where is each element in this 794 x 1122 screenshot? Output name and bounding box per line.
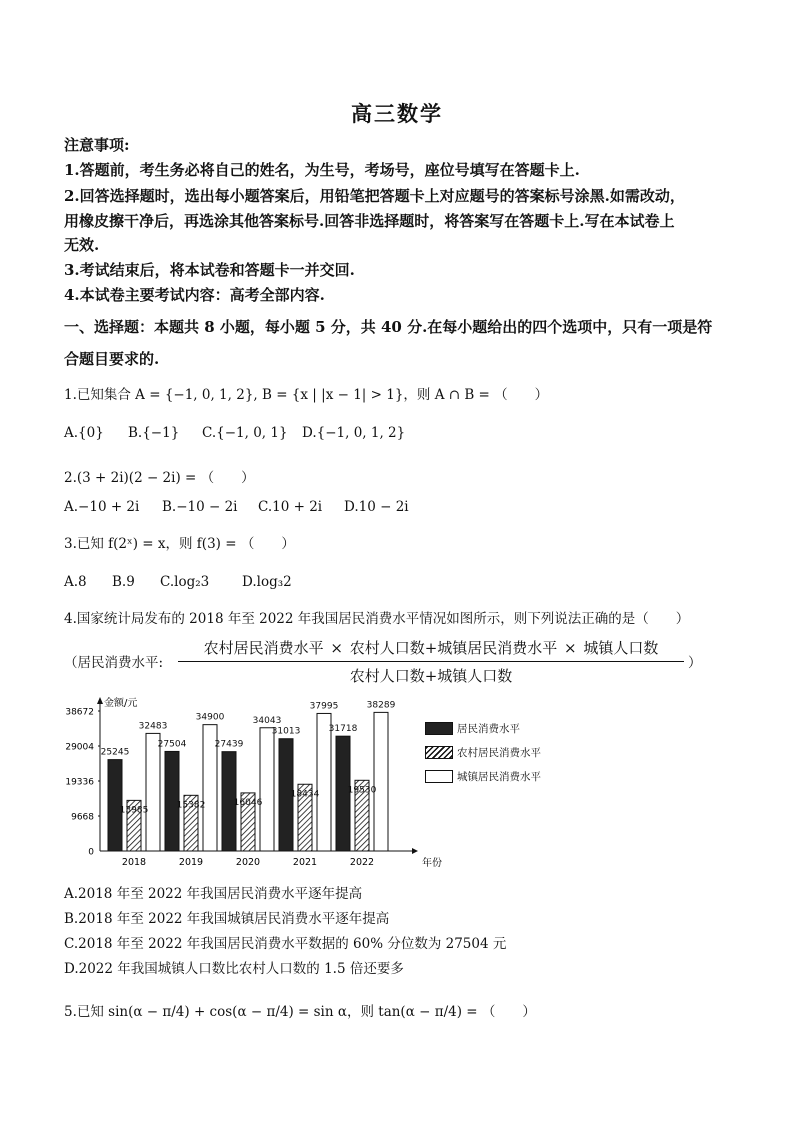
y-tick-label: 0 bbox=[88, 847, 94, 858]
option-a: A.8 bbox=[64, 574, 87, 590]
option-c: C.log₂3 bbox=[160, 574, 210, 590]
legend-swatch-open bbox=[425, 770, 453, 783]
formula-suffix: ） bbox=[688, 655, 702, 671]
data-label: 27504 bbox=[157, 739, 187, 750]
question-4-option-c: C.2018 年至 2022 年我国居民消费水平数据的 60% 分位数为 27504 元 bbox=[64, 936, 507, 952]
notice-item: 2.回答选择题时，选出每小题答案后，用铅笔把答题卡上对应题号的答案标号涂黑.如需改动， bbox=[64, 187, 685, 205]
question-5-stem: 5.已知 sin(α − π/4) + cos(α − π/4) = sin α，则 tan(α − π/4) = （ ） bbox=[64, 1004, 536, 1020]
option-b: B.{−1} bbox=[128, 425, 180, 441]
y-tick-label: 9668 bbox=[71, 812, 94, 823]
question-4-option-b: B.2018 年至 2022 年我国城镇居民消费水平逐年提高 bbox=[64, 911, 390, 927]
option-b: B.9 bbox=[112, 574, 135, 590]
data-label: 13985 bbox=[119, 805, 149, 816]
x-tick-label: 2022 bbox=[349, 857, 375, 868]
question-4-stem: 4.国家统计局发布的 2018 年至 2022 年我国居民消费水平情况如图所示，则下列说法正确的是（ ） bbox=[64, 611, 690, 627]
x-axis-arrow bbox=[412, 848, 418, 854]
question-2-options bbox=[64, 499, 409, 515]
data-label: 38289 bbox=[366, 700, 396, 711]
question-3-stem: 3.已知 f(2ˣ) = x，则 f(3) = （ ） bbox=[64, 536, 295, 552]
notice-heading: 注意事项: bbox=[64, 136, 130, 154]
formula-fraction bbox=[178, 637, 684, 686]
legend-label: 城镇居民消费水平 bbox=[457, 771, 541, 783]
data-label: 27439 bbox=[214, 739, 244, 750]
data-label: 18434 bbox=[290, 789, 320, 800]
y-axis-title: 金额/元 bbox=[104, 698, 138, 709]
notice-item: 4.本试卷主要考试内容：高考全部内容. bbox=[64, 286, 325, 304]
option-c: C.{−1, 0, 1} bbox=[202, 425, 288, 441]
bar-urban bbox=[374, 712, 388, 851]
x-tick-label: 2020 bbox=[235, 857, 261, 868]
y-tick-label: 29004 bbox=[65, 742, 94, 753]
question-1-stem: 1.已知集合 A = {−1, 0, 1, 2}, B = {x | |x − 1| > 1}，则 A ∩ B = （ ） bbox=[64, 387, 549, 403]
y-tick-label: 19336 bbox=[65, 777, 94, 788]
bar-urban bbox=[146, 733, 160, 851]
page-title: 高三数学 bbox=[351, 101, 443, 126]
notice-item: 用橡皮擦干净后，再选涂其他答案标号.回答非选择题时，将答案写在答题卡上.写在本试卷上 bbox=[64, 212, 675, 230]
option-d: D.log₃2 bbox=[242, 574, 292, 590]
question-1-options bbox=[64, 425, 405, 441]
data-label: 19530 bbox=[347, 785, 377, 796]
notice-item: 无效. bbox=[64, 236, 100, 254]
x-tick-label: 2021 bbox=[292, 857, 318, 868]
data-label: 15382 bbox=[176, 800, 206, 811]
legend-item bbox=[425, 769, 565, 784]
data-label: 34043 bbox=[252, 715, 282, 726]
formula-denominator: 农村人口数+城镇人口数 bbox=[349, 667, 513, 685]
data-label: 37995 bbox=[309, 701, 339, 712]
data-label: 31718 bbox=[328, 724, 358, 735]
option-a: A.{0} bbox=[64, 425, 104, 441]
question-4-option-a: A.2018 年至 2022 年我国居民消费水平逐年提高 bbox=[64, 886, 363, 902]
question-2-stem: 2.(3 + 2i)(2 − 2i) = （ ） bbox=[64, 470, 255, 486]
option-b: B.−10 − 2i bbox=[162, 499, 238, 515]
y-tick-label: 38672 bbox=[65, 707, 94, 718]
legend-item bbox=[425, 745, 565, 760]
section-heading: 一、选择题：本题共 8 小题，每小题 5 分，共 40 分.在每小题给出的四个选项中，只有一项是符 bbox=[64, 318, 713, 336]
legend-label: 居民消费水平 bbox=[457, 723, 520, 735]
notice-item: 1.答题前，考生务必将自己的姓名，为生号，考场号，座位号填写在答题卡上. bbox=[64, 161, 580, 179]
y-axis-arrow bbox=[97, 697, 103, 704]
legend-swatch-hatched bbox=[425, 746, 453, 759]
legend-swatch-solid bbox=[425, 722, 453, 735]
option-d: D.10 − 2i bbox=[344, 499, 409, 515]
option-c: C.10 + 2i bbox=[258, 499, 323, 515]
data-label: 16046 bbox=[233, 797, 263, 808]
question-4-option-d: D.2022 年我国城镇人口数比农村人口数的 1.5 倍还要多 bbox=[64, 961, 404, 977]
data-label: 32483 bbox=[138, 721, 168, 732]
x-axis-title: 年份 bbox=[422, 858, 442, 869]
notice-item: 3.考试结束后，将本试卷和答题卡一并交回. bbox=[64, 261, 355, 279]
legend-item bbox=[425, 721, 565, 736]
x-tick-label: 2018 bbox=[121, 857, 147, 868]
chart-legend bbox=[425, 721, 565, 784]
formula-prefix: （居民消费水平: bbox=[64, 655, 164, 671]
data-label: 25245 bbox=[100, 747, 130, 758]
section-heading-cont: 合题目要求的. bbox=[64, 350, 160, 368]
question-3-options bbox=[64, 574, 292, 590]
data-label: 34900 bbox=[195, 712, 225, 723]
legend-label: 农村居民消费水平 bbox=[457, 747, 541, 759]
x-tick-label: 2019 bbox=[178, 857, 204, 868]
bar-urban bbox=[260, 728, 274, 851]
option-d: D.{−1, 0, 1, 2} bbox=[302, 425, 406, 441]
data-label: 31013 bbox=[271, 726, 301, 737]
formula-numerator: 农村居民消费水平 × 农村人口数+城镇居民消费水平 × 城镇人口数 bbox=[178, 637, 684, 662]
option-a: A.−10 + 2i bbox=[64, 499, 140, 515]
